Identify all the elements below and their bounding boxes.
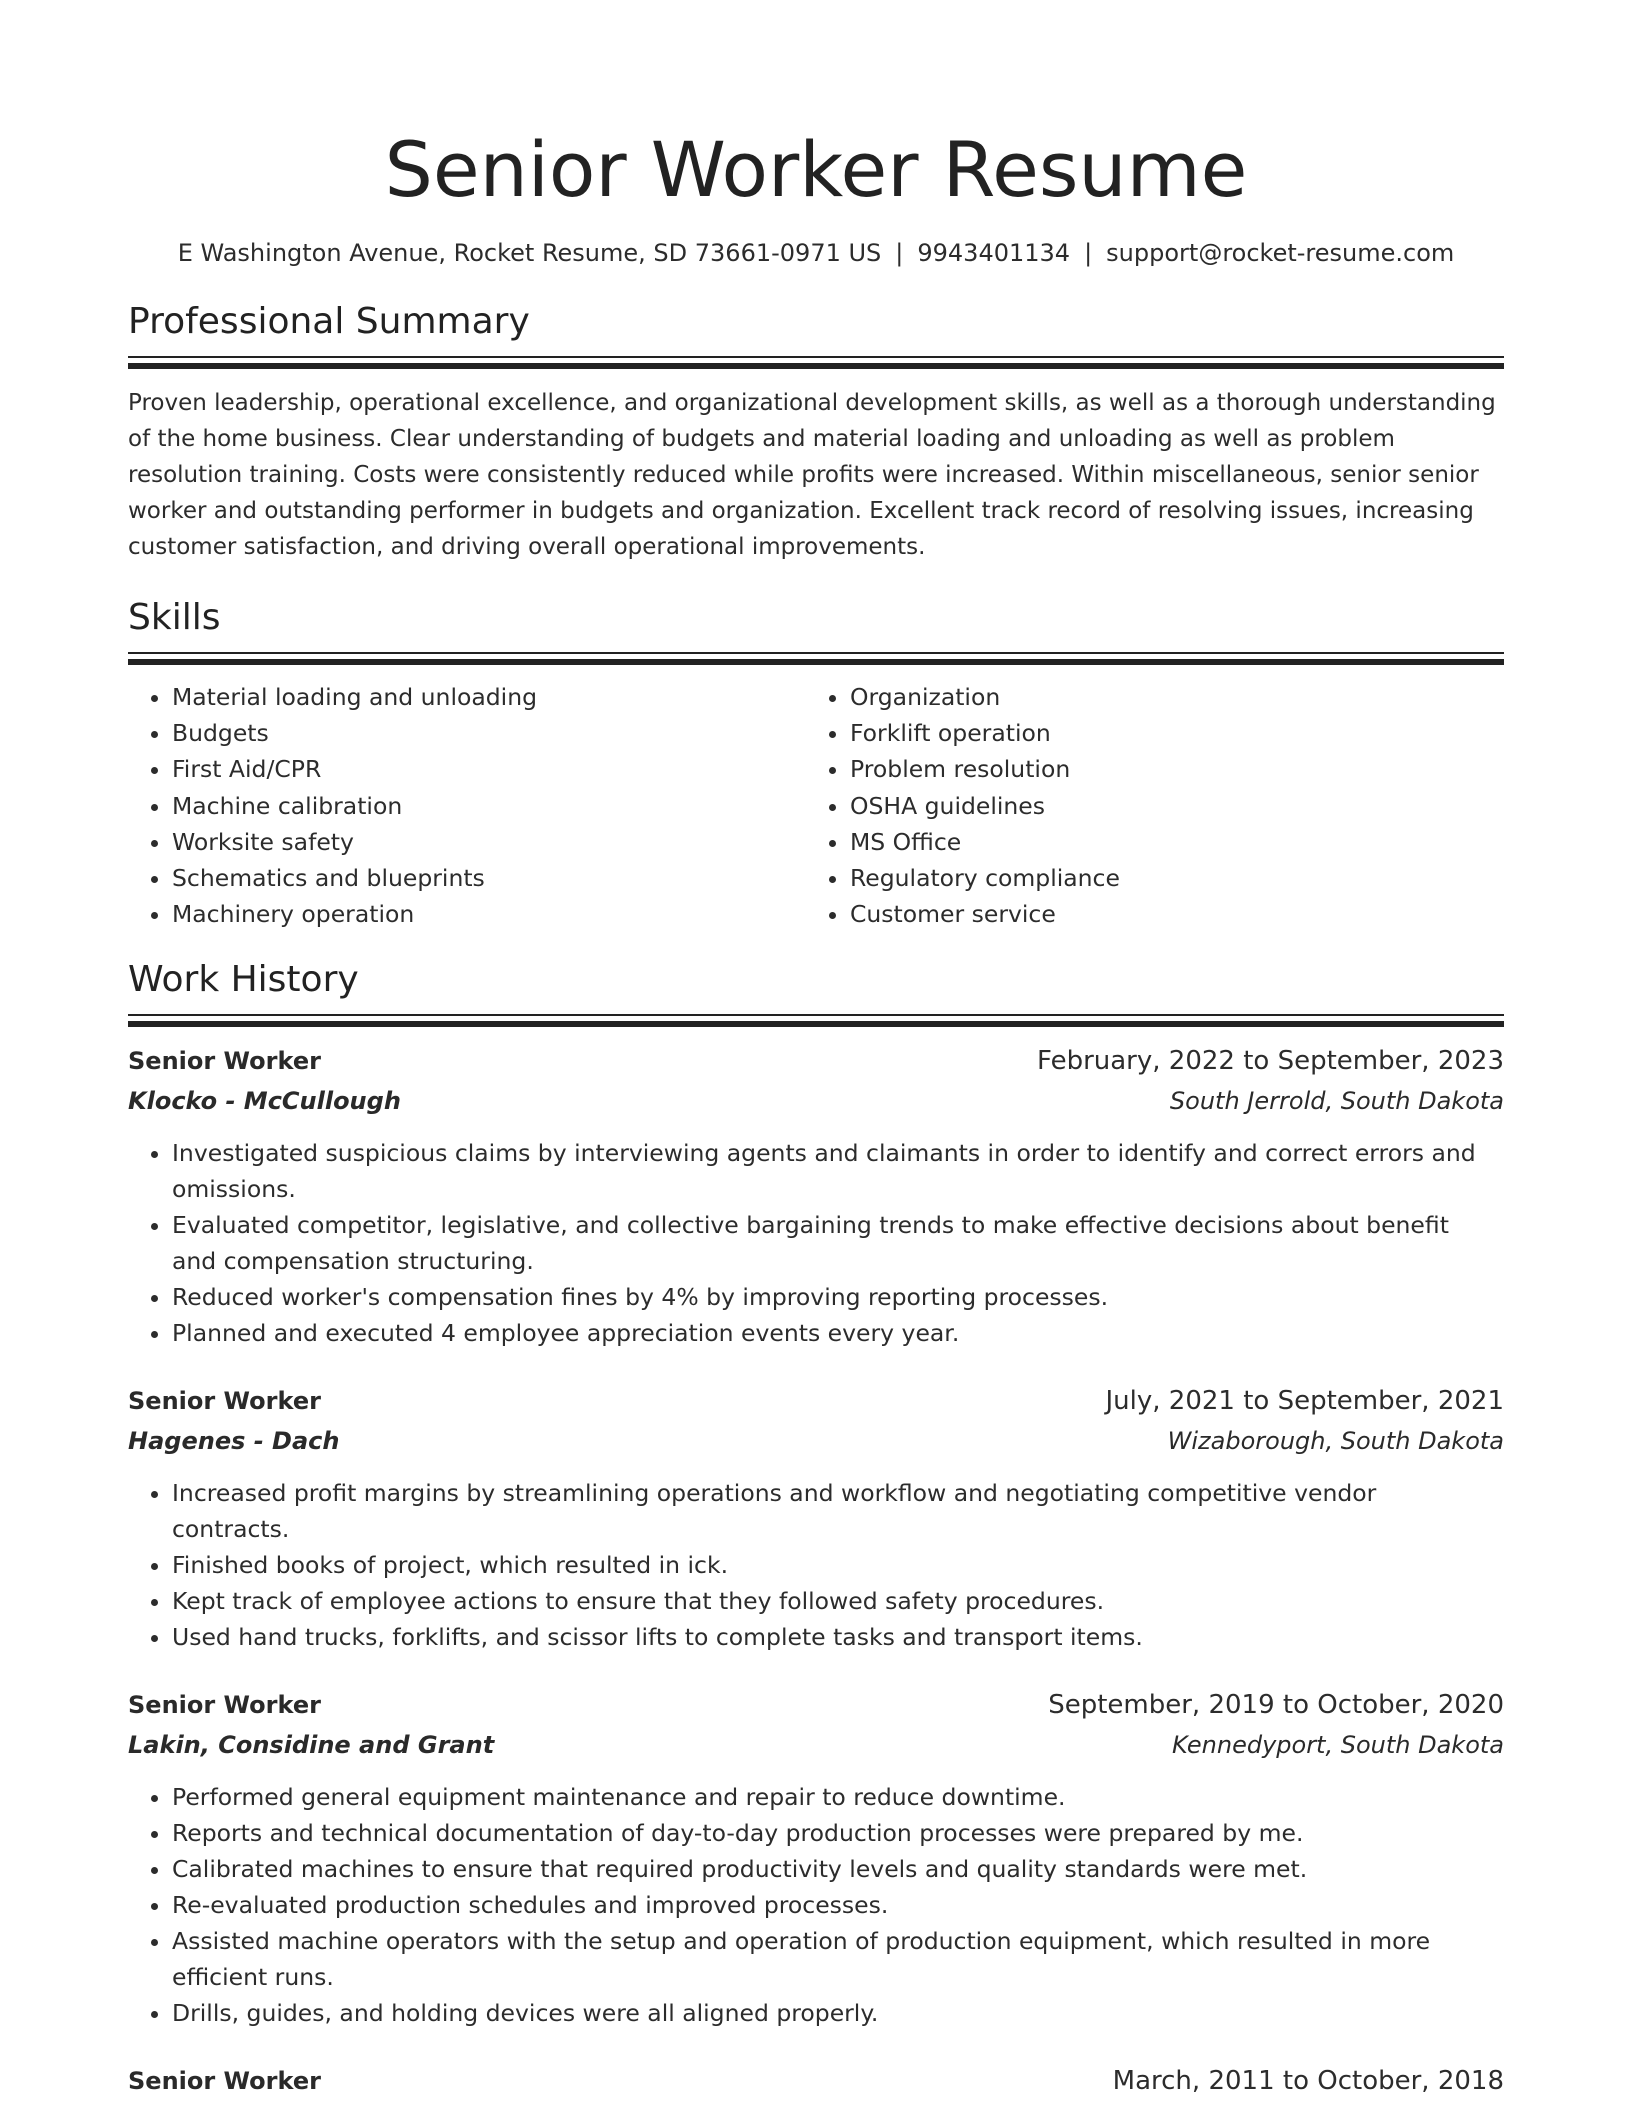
skills-list-left — [128, 679, 806, 932]
job-bullet: • Calibrated machines to ensure that required productivity levels and quality standards were met. — [172, 1851, 1504, 1887]
skill-item: • OSHA guidelines — [850, 788, 1484, 824]
job-bullet: • Reports and technical documentation of day-to-day production processes were prepared by me. — [172, 1815, 1504, 1851]
job-bullet: • Used hand trucks, forklifts, and scissor lifts to complete tasks and transport items. — [172, 1619, 1504, 1655]
job-title: Senior Worker — [128, 1691, 321, 1720]
skills-columns — [128, 679, 1504, 932]
skill-item: • Schematics and blueprints — [172, 860, 806, 896]
job-company: Hagenes - Dach — [128, 1427, 340, 1456]
skill-item: • Forklift operation — [850, 715, 1484, 751]
job-title: Senior Worker — [128, 1047, 321, 1076]
job-entry — [128, 1381, 1504, 1655]
skills-list-right — [806, 679, 1484, 932]
contact-separator: | — [1084, 239, 1093, 267]
section-rule-thick — [128, 1021, 1504, 1027]
job-entry — [128, 1685, 1504, 2031]
skills-section — [128, 594, 1504, 932]
skill-item: • MS Office — [850, 824, 1484, 860]
resume-title: Senior Worker Resume — [384, 125, 1248, 214]
job-location: Kennedyport, South Dakota — [1172, 1731, 1504, 1760]
skill-item: • Problem resolution — [850, 751, 1484, 787]
job-bullet: • Drills, guides, and holding devices were all aligned properly. — [172, 1995, 1504, 2031]
job-dates: March, 2011 to October, 2018 — [1112, 2066, 1504, 2097]
summary-text: Proven leadership, operational excellence, and organizational development skills, as well as a thorough understanding of the home business. Clear understanding of budgets and material loading and unloading as well as problem resolution training. Costs were consistently reduced while profits were increased. Within miscellaneous, senior senior worker and outstanding performer in budgets and organization. Excellent track record of resolving issues, increasing customer satisfaction, and driving overall operational improvements. — [128, 390, 1496, 560]
job-company: Klocko - McCullough — [128, 1087, 401, 1116]
job-location: Wizaborough, South Dakota — [1167, 1427, 1504, 1456]
job-company: Lakin, Considine and Grant — [128, 1731, 495, 1760]
skill-item: • Worksite safety — [172, 824, 806, 860]
skills-heading: Skills — [128, 597, 221, 638]
skill-item: • Customer service — [850, 896, 1484, 932]
job-title: Senior Worker — [128, 2067, 321, 2096]
job-bullets — [128, 1779, 1504, 2031]
section-rule-thin — [128, 652, 1504, 654]
job-bullet: • Increased profit margins by streamlining operations and workflow and negotiating competitive vendor contracts. — [172, 1475, 1504, 1547]
contact-address: E Washington Avenue, Rocket Resume, SD 73661-0971 US — [177, 239, 882, 267]
job-bullet: • Investigated suspicious claims by interviewing agents and claimants in order to identify and correct errors and omissions. — [172, 1135, 1504, 1207]
job-bullet: • Kept track of employee actions to ensure that they followed safety procedures. — [172, 1583, 1504, 1619]
summary-heading: Professional Summary — [128, 301, 530, 342]
contact-phone: 9943401134 — [917, 239, 1071, 267]
job-bullet: • Finished books of project, which resulted in ick. — [172, 1547, 1504, 1583]
job-bullet: • Evaluated competitor, legislative, and collective bargaining trends to make effective decisions about benefit and compensation structuring. — [172, 1207, 1504, 1279]
job-bullet: • Re-evaluated production schedules and improved processes. — [172, 1887, 1504, 1923]
section-rule-thin — [128, 356, 1504, 358]
section-rule-thin — [128, 1014, 1504, 1016]
skill-item: • Budgets — [172, 715, 806, 751]
job-dates: July, 2021 to September, 2021 — [1105, 1386, 1504, 1417]
contact-line — [128, 236, 1504, 270]
job-bullet: • Reduced worker's compensation fines by 4% by improving reporting processes. — [172, 1279, 1504, 1315]
job-dates: September, 2019 to October, 2020 — [1048, 1690, 1504, 1721]
job-title: Senior Worker — [128, 1387, 321, 1416]
contact-email: support@rocket-resume.com — [1106, 239, 1455, 267]
resume-page — [128, 0, 1504, 2101]
work-section — [128, 956, 1504, 2101]
skill-item: • Material loading and unloading — [172, 679, 806, 715]
section-rule-thick — [128, 363, 1504, 369]
section-rule-thick — [128, 659, 1504, 665]
job-bullet: • Performed general equipment maintenance and repair to reduce downtime. — [172, 1779, 1504, 1815]
job-bullets — [128, 1475, 1504, 1655]
job-entry — [128, 2061, 1504, 2101]
work-heading: Work History — [128, 959, 359, 1001]
skill-item: • First Aid/CPR — [172, 751, 806, 787]
job-entry — [128, 1041, 1504, 1351]
summary-section — [128, 298, 1504, 565]
skill-item: • Organization — [850, 679, 1484, 715]
contact-separator: | — [895, 239, 904, 267]
job-bullet: • Planned and executed 4 employee appreciation events every year. — [172, 1315, 1504, 1351]
job-bullets — [128, 1135, 1504, 1351]
skill-item: • Machinery operation — [172, 896, 806, 932]
job-dates: February, 2022 to September, 2023 — [1037, 1046, 1504, 1077]
skill-item: • Regulatory compliance — [850, 860, 1484, 896]
job-bullet: • Assisted machine operators with the setup and operation of production equipment, which resulted in more efficient runs. — [172, 1923, 1504, 1995]
job-location: South Jerrold, South Dakota — [1169, 1087, 1504, 1116]
skill-item: • Machine calibration — [172, 788, 806, 824]
